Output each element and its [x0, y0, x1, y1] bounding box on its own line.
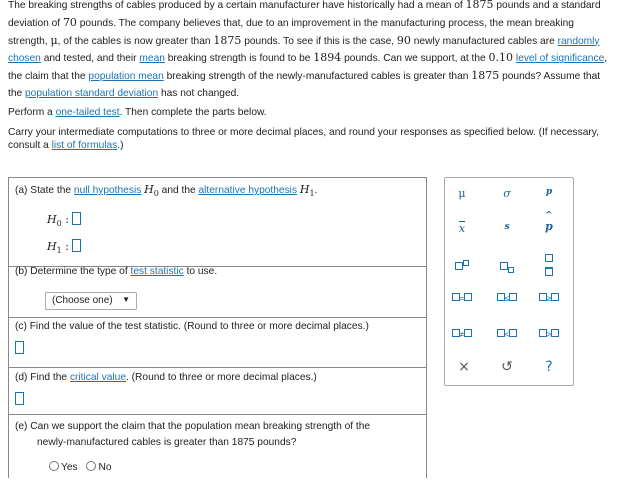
part-b-prompt: (b) Determine the type of test statistic to use. — [15, 266, 218, 277]
part-c — [9, 317, 426, 368]
part-e — [9, 414, 426, 480]
question-parts — [8, 177, 427, 478]
subscript-button[interactable] — [494, 260, 520, 273]
sigma-symbol-button[interactable]: σ — [503, 187, 511, 200]
critical-value-link[interactable]: critical value — [69, 372, 126, 383]
null-hypothesis-link[interactable]: null hypothesis — [73, 185, 142, 196]
level-of-significance-link[interactable]: level of significance — [515, 53, 605, 65]
part-b — [9, 266, 426, 318]
superscript-button[interactable] — [449, 260, 475, 273]
problem-statement: The breaking strengths of cables produced by a certain manufacturer have historically had a mean of 1875 pounds and a standard deviation of 70 pounds. The company believes that, due to an improvement in the manufacturing process, the mean breaking strength, μ, of the cables is now greater than 1875 pounds. To see if this is the case, 90 newly manufactured cables are randomly chosen and tested, and their mean breaking strength is found to be 1894 pounds. Can we support, at the 0.10 level of significance, the claim that the population mean breaking strength of the newly-manufactured cables is greater than 1875 pounds? Assume that the population standard deviation has not changed. — [8, 0, 608, 99]
part-a — [9, 178, 426, 267]
chevron-down-icon: ▼ — [122, 295, 130, 304]
not-equal-button[interactable]: ≠ — [449, 327, 475, 340]
symbol-palette — [444, 177, 574, 386]
undo-icon[interactable]: ↺ — [501, 359, 513, 375]
yes-option[interactable]: Yes — [49, 462, 78, 473]
population-standard-deviation-link[interactable]: population standard deviation — [25, 87, 159, 99]
p-symbol-button[interactable]: p — [545, 187, 553, 197]
no-radio[interactable] — [86, 461, 96, 471]
help-icon[interactable]: ? — [545, 359, 553, 375]
h0-input[interactable] — [72, 212, 81, 225]
h0-row: $H_0$ : — [47, 212, 81, 228]
s-symbol-button[interactable]: s — [504, 222, 510, 232]
xbar-symbol-button[interactable]: $\overline{x}$ — [458, 222, 466, 235]
test-statistic-link[interactable]: test statistic — [130, 266, 184, 277]
test-statistic-select[interactable]: (Choose one) ▼ — [45, 292, 137, 310]
greater-than-button[interactable]: > — [536, 327, 562, 340]
h1-row: $H_1$ : — [47, 239, 81, 255]
part-e-options — [49, 461, 112, 473]
greater-equal-button[interactable]: ≥ — [536, 291, 562, 304]
equals-button[interactable]: = — [449, 291, 475, 304]
list-of-formulas-link[interactable]: list of formulas — [51, 140, 118, 151]
perform-instruction: Perform a one-tailed test. Then complete the parts below. — [8, 107, 267, 118]
alternative-hypothesis-link[interactable]: alternative hypothesis — [198, 185, 298, 196]
randomly-chosen-link[interactable]: randomly chosen — [8, 35, 600, 65]
mean-link[interactable]: mean — [139, 53, 165, 65]
fraction-button[interactable] — [536, 254, 562, 276]
part-a-prompt: (a) State the null hypothesis $H_0$ and the alternative hypothesis $H_1$. — [15, 183, 318, 199]
less-than-button[interactable]: < — [494, 327, 520, 340]
part-d-prompt: (d) Find the critical value. (Round to three or more decimal places.) — [15, 372, 317, 383]
phat-symbol-button[interactable]: ^ p — [545, 211, 553, 233]
h1-input[interactable] — [72, 239, 81, 252]
part-c-prompt: (c) Find the value of the test statistic. (Round to three or more decimal places.) — [15, 321, 369, 332]
test-statistic-input[interactable] — [15, 341, 24, 354]
population-mean-link[interactable]: population mean — [88, 71, 164, 83]
one-tailed-test-link[interactable]: one-tailed test — [55, 107, 120, 118]
critical-value-input[interactable] — [15, 392, 24, 405]
clear-icon[interactable]: × — [458, 359, 470, 375]
mu-symbol-button[interactable]: μ — [458, 187, 466, 200]
less-equal-button[interactable]: ≤ — [494, 291, 520, 304]
yes-radio[interactable] — [49, 461, 59, 471]
part-e-prompt: (e) Can we support the claim that the population mean breaking strength of the newly-manufactured cables is greater than 1875 pounds? — [15, 421, 371, 448]
no-option[interactable]: No — [86, 462, 111, 473]
part-d — [9, 367, 426, 415]
carry-instruction: Carry your intermediate computations to three or more decimal places, and round your responses as specified below. (If necessary, consult a list of formulas.) — [8, 127, 599, 151]
